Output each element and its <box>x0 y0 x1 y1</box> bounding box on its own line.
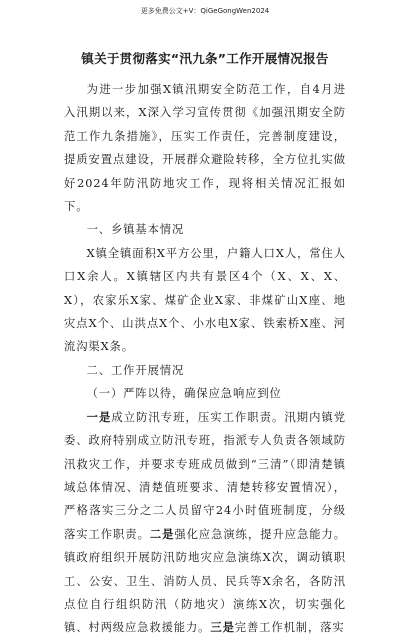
subsection-heading-emergency-response: （一）严阵以待，确保应急响应到位 <box>86 387 282 401</box>
measure-first-text: 成立防汛专班，压实工作职责。汛期内镇党委、政府特别成立防汛专班，指派专人负责各领域防汛救灾工作，并要求专班成员做到“三清”（即清楚镇域总体情况、清楚值班要求、清楚转移安置情况），严格落实三分之二人员留守24小时值班制度，分级落实工作职责。 <box>64 410 346 541</box>
measures-paragraph <box>64 406 346 640</box>
intro-paragraph: 为进一步加强X镇汛期安全防范工作，自4月进入汛期以来，X深入学习宣传贯彻《加强汛期安全防范工作九条措施》，压实工作责任，完善制度建设，提质安置点建设，开展群众避险转移，全方位扎实做好2024年防汛防地灾工作，现将相关情况汇报如下。 <box>64 83 346 214</box>
header-watermark-note: 更多免费公文+V：QiGeGongWen2024 <box>140 7 270 15</box>
section-heading-work-progress: 二、工作开展情况 <box>86 363 185 377</box>
basic-info-paragraph: X镇全镇面积X平方公里，户籍人口X人，常住人口X余人。X镇辖区内共有景区4个（X、X、X、X），农家乐X家、煤矿企业X家、非煤矿山X座、地灾点X个、山洪点X个、小水电X家、铁索桥X座、河流沟渠X条。 <box>64 246 346 354</box>
lead-third: 三是 <box>210 620 235 635</box>
section-heading-basic-info: 一、乡镇基本情况 <box>86 223 185 237</box>
measure-third-text: 完善工作机制，落实 <box>234 621 345 635</box>
lead-second: 二是 <box>149 526 175 541</box>
document-title: 镇关于贯彻落实“汛九条”工作开展情况报告 <box>81 51 329 66</box>
lead-first: 一是 <box>86 409 112 424</box>
measure-second-text: 强化应急演练，提升应急能力。镇政府组织开展防汛防地灾应急演练X次，调动镇职工、公安、卫生、消防人员、民兵等X余名，各防汛点位自行组织防汛（防地灾）演练X次，切实强化镇、村两级应急救援能力。 <box>64 527 346 635</box>
document-body <box>64 78 346 640</box>
